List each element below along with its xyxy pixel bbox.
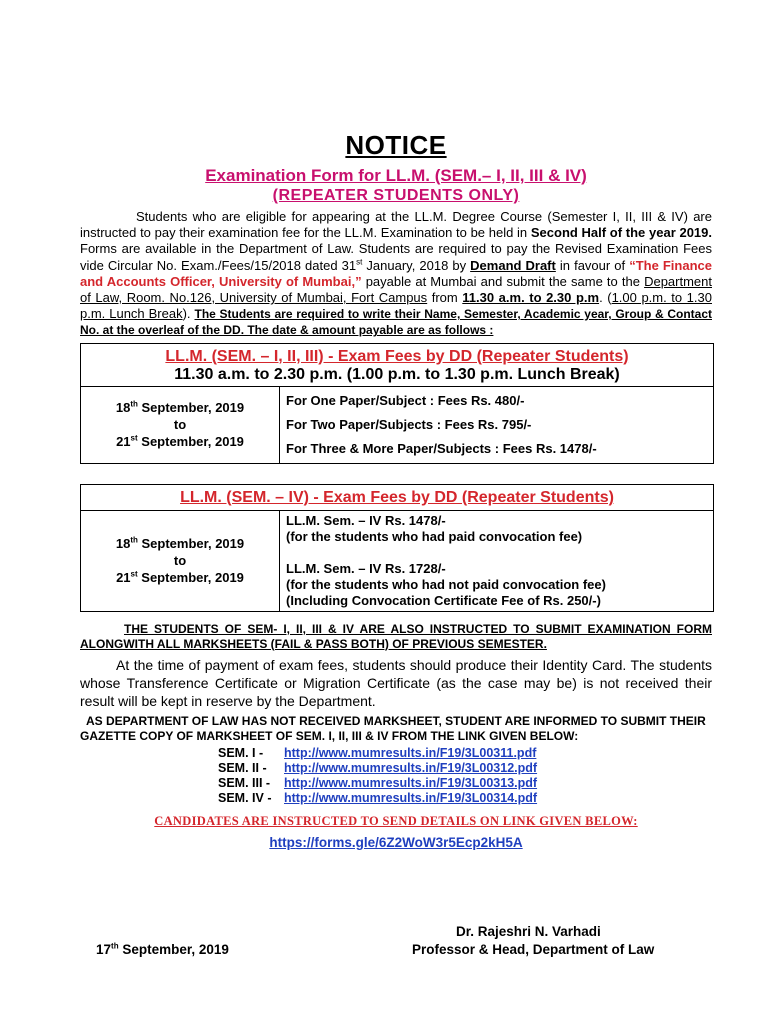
intro-text-2: Forms are available in the Department of Law. Students are required to pay the Revised Examination Fees vide Circular No. Exam./Fees/15/2018 dated 31: [80, 241, 712, 273]
signatory-designation: Professor & Head, Department of Law: [412, 942, 655, 957]
date-to-day: 21: [116, 434, 131, 450]
link-label: SEM. III -: [218, 775, 271, 790]
identity-card-text: At the time of payment of exam fees, students should produce their Identity Card. The students whose Transference Certificate or Migration Certificate (as the case may be) is not received their result will be kept in reserve by the Department.: [80, 656, 712, 709]
sem-1-link[interactable]: http://www.mumresults.in/F19/3L00311.pdf: [284, 745, 537, 760]
date-to: to: [173, 417, 187, 433]
candidates-instruction: CANDIDATES ARE INSTRUCTED TO SEND DETAILS ON LINK GIVEN BELOW:: [154, 813, 638, 828]
intro-text-6: from: [427, 290, 463, 306]
table2-dates: [81, 510, 280, 611]
fee-sem4-paid-note: (for the students who had paid convocation fee): [286, 528, 583, 544]
link-row-sem-4: [218, 791, 712, 806]
notice-date-day: 17: [96, 942, 112, 957]
fee-sem4-convocation-note: (Including Convocation Certificate Fee of Rs. 250/-): [286, 592, 601, 608]
identity-card-paragraph: [80, 656, 712, 710]
favour-of: “The Finance and Accounts Officer, University of Mumbai,”: [80, 257, 712, 289]
notice-date: [96, 942, 229, 957]
fees-table-sem-1-3: [80, 343, 714, 464]
write-instructions: The Students are required to write their Name, Semester, Academic year, Group & Contact No. at the overleaf of the DD. The date & amount payable are as follows :: [80, 307, 712, 338]
fees-table-sem-4: [80, 484, 714, 612]
fee-sem4-paid: LL.M. Sem. – IV Rs. 1478/-: [286, 512, 446, 528]
fee-two-papers: For Two Paper/Subjects : Fees Rs. 795/-: [286, 416, 532, 432]
instruction-marksheets-text: THE STUDENTS OF SEM- I, II, III & IV ARE ALSO INSTRUCTED TO SUBMIT EXAMINATION FORM ALONGWITH ALL MARKSHEETS (FAIL & PASS BOTH) OF PREVIOUS SEMESTER.: [80, 621, 712, 651]
demand-draft: Demand Draft: [470, 257, 556, 273]
intro-paragraph: [80, 209, 712, 339]
notice-date-rest: September, 2019: [118, 942, 229, 957]
gazette-instruction-text: AS DEPARTMENT OF LAW HAS NOT RECEIVED MARKSHEET, STUDENT ARE INFORMED TO SUBMIT THEIR GAZETTE COPY OF MARKSHEET OF SEM. I, II, III & IV FROM THE LINK GIVEN BELOW:: [80, 713, 706, 743]
date-to-rest: September, 2019: [137, 570, 244, 586]
fee-sem4-not-paid-note: (for the students who had not paid convocation fee): [286, 576, 606, 592]
date-to-rest: September, 2019: [137, 434, 244, 450]
subtitle-repeater: (REPEATER STUDENTS ONLY): [272, 187, 520, 204]
date-to-day: 21: [116, 570, 131, 586]
table2-fees: [280, 510, 714, 611]
intro-text-3: January, 2018 by: [362, 257, 471, 273]
form-link-row: [80, 835, 712, 850]
google-form-link[interactable]: https://forms.gle/6Z2WoW3r5Ecp2kH5A: [269, 834, 523, 850]
table1-header: [81, 343, 714, 386]
signatory-name: Dr. Rajeshri N. Varhadi: [456, 924, 601, 939]
link-label: SEM. II -: [218, 760, 267, 775]
table1-fees: [280, 386, 714, 463]
sem-3-link[interactable]: http://www.mumresults.in/F19/3L00313.pdf: [284, 775, 538, 790]
timing-bold: 11.30 a.m. to 2.30 p.m: [462, 290, 600, 306]
date-from-day: 18: [115, 400, 131, 416]
intro-sup: st: [356, 257, 363, 267]
table2-heading: LL.M. (SEM. – IV) - Exam Fees by DD (Repeater Students): [180, 488, 614, 506]
date-from-rest: September, 2019: [137, 400, 245, 416]
intro-text-7: . (: [599, 290, 612, 306]
sem-2-link[interactable]: http://www.mumresults.in/F19/3L00312.pdf: [284, 760, 538, 775]
notice-page: [80, 130, 712, 957]
sem-4-link[interactable]: http://www.mumresults.in/F19/3L00314.pdf: [284, 790, 538, 805]
intro-text-5: payable at Mumbai and submit the same to the: [361, 273, 645, 289]
date-to-sup: st: [130, 433, 138, 443]
link-row-sem-1: [218, 746, 712, 761]
link-row-sem-2: [218, 761, 712, 776]
intro-text-4: in favour of: [555, 257, 630, 273]
subtitle: Examination Form for LL.M. (SEM.– I, II, III & IV): [205, 166, 587, 185]
address: Department of Law, Room. No.126, University of Mumbai, Fort Campus: [80, 273, 712, 306]
date-from-rest: September, 2019: [137, 536, 245, 552]
page-title: NOTICE: [345, 130, 447, 160]
date-to: to: [173, 553, 187, 569]
table1-heading: LL.M. (SEM. – I, II, III) - Exam Fees by DD (Repeater Students): [165, 347, 629, 365]
table1-dates: [81, 386, 280, 463]
lunch-break: 1.00 p.m. to 1.30 p.m. Lunch Break: [80, 290, 712, 322]
table2-header: [81, 484, 714, 510]
intro-text-8: ).: [182, 306, 195, 322]
date-from-day: 18: [115, 536, 131, 552]
fee-three-papers: For Three & More Paper/Subjects : Fees Rs. 1478/-: [286, 440, 597, 456]
fee-one-paper: For One Paper/Subject : Fees Rs. 480/-: [286, 392, 525, 408]
fee-sem4-not-paid: LL.M. Sem. – IV Rs. 1728/-: [286, 560, 446, 576]
date-from-sup: th: [130, 535, 138, 545]
gazette-instruction: [80, 714, 712, 744]
link-row-sem-3: [218, 776, 712, 791]
intro-text-1: Students who are eligible for appearing at the LL.M. Degree Course (Semester I, II, III & IV) are instructed to pay their examination fee for the LL.M. Examination to be held in: [80, 209, 712, 241]
date-to-sup: st: [130, 569, 138, 579]
date-from-sup: th: [130, 399, 138, 409]
table1-timing: 11.30 a.m. to 2.30 p.m. (1.00 p.m. to 1.30 p.m. Lunch Break): [174, 365, 620, 383]
notice-date-sup: th: [111, 941, 119, 951]
marksheet-links: [80, 746, 712, 806]
instruction-marksheets: [80, 622, 712, 652]
intro-second-half: Second Half of the year 2019.: [530, 225, 712, 241]
link-label: SEM. I -: [218, 745, 264, 760]
link-label: SEM. IV -: [218, 790, 272, 805]
